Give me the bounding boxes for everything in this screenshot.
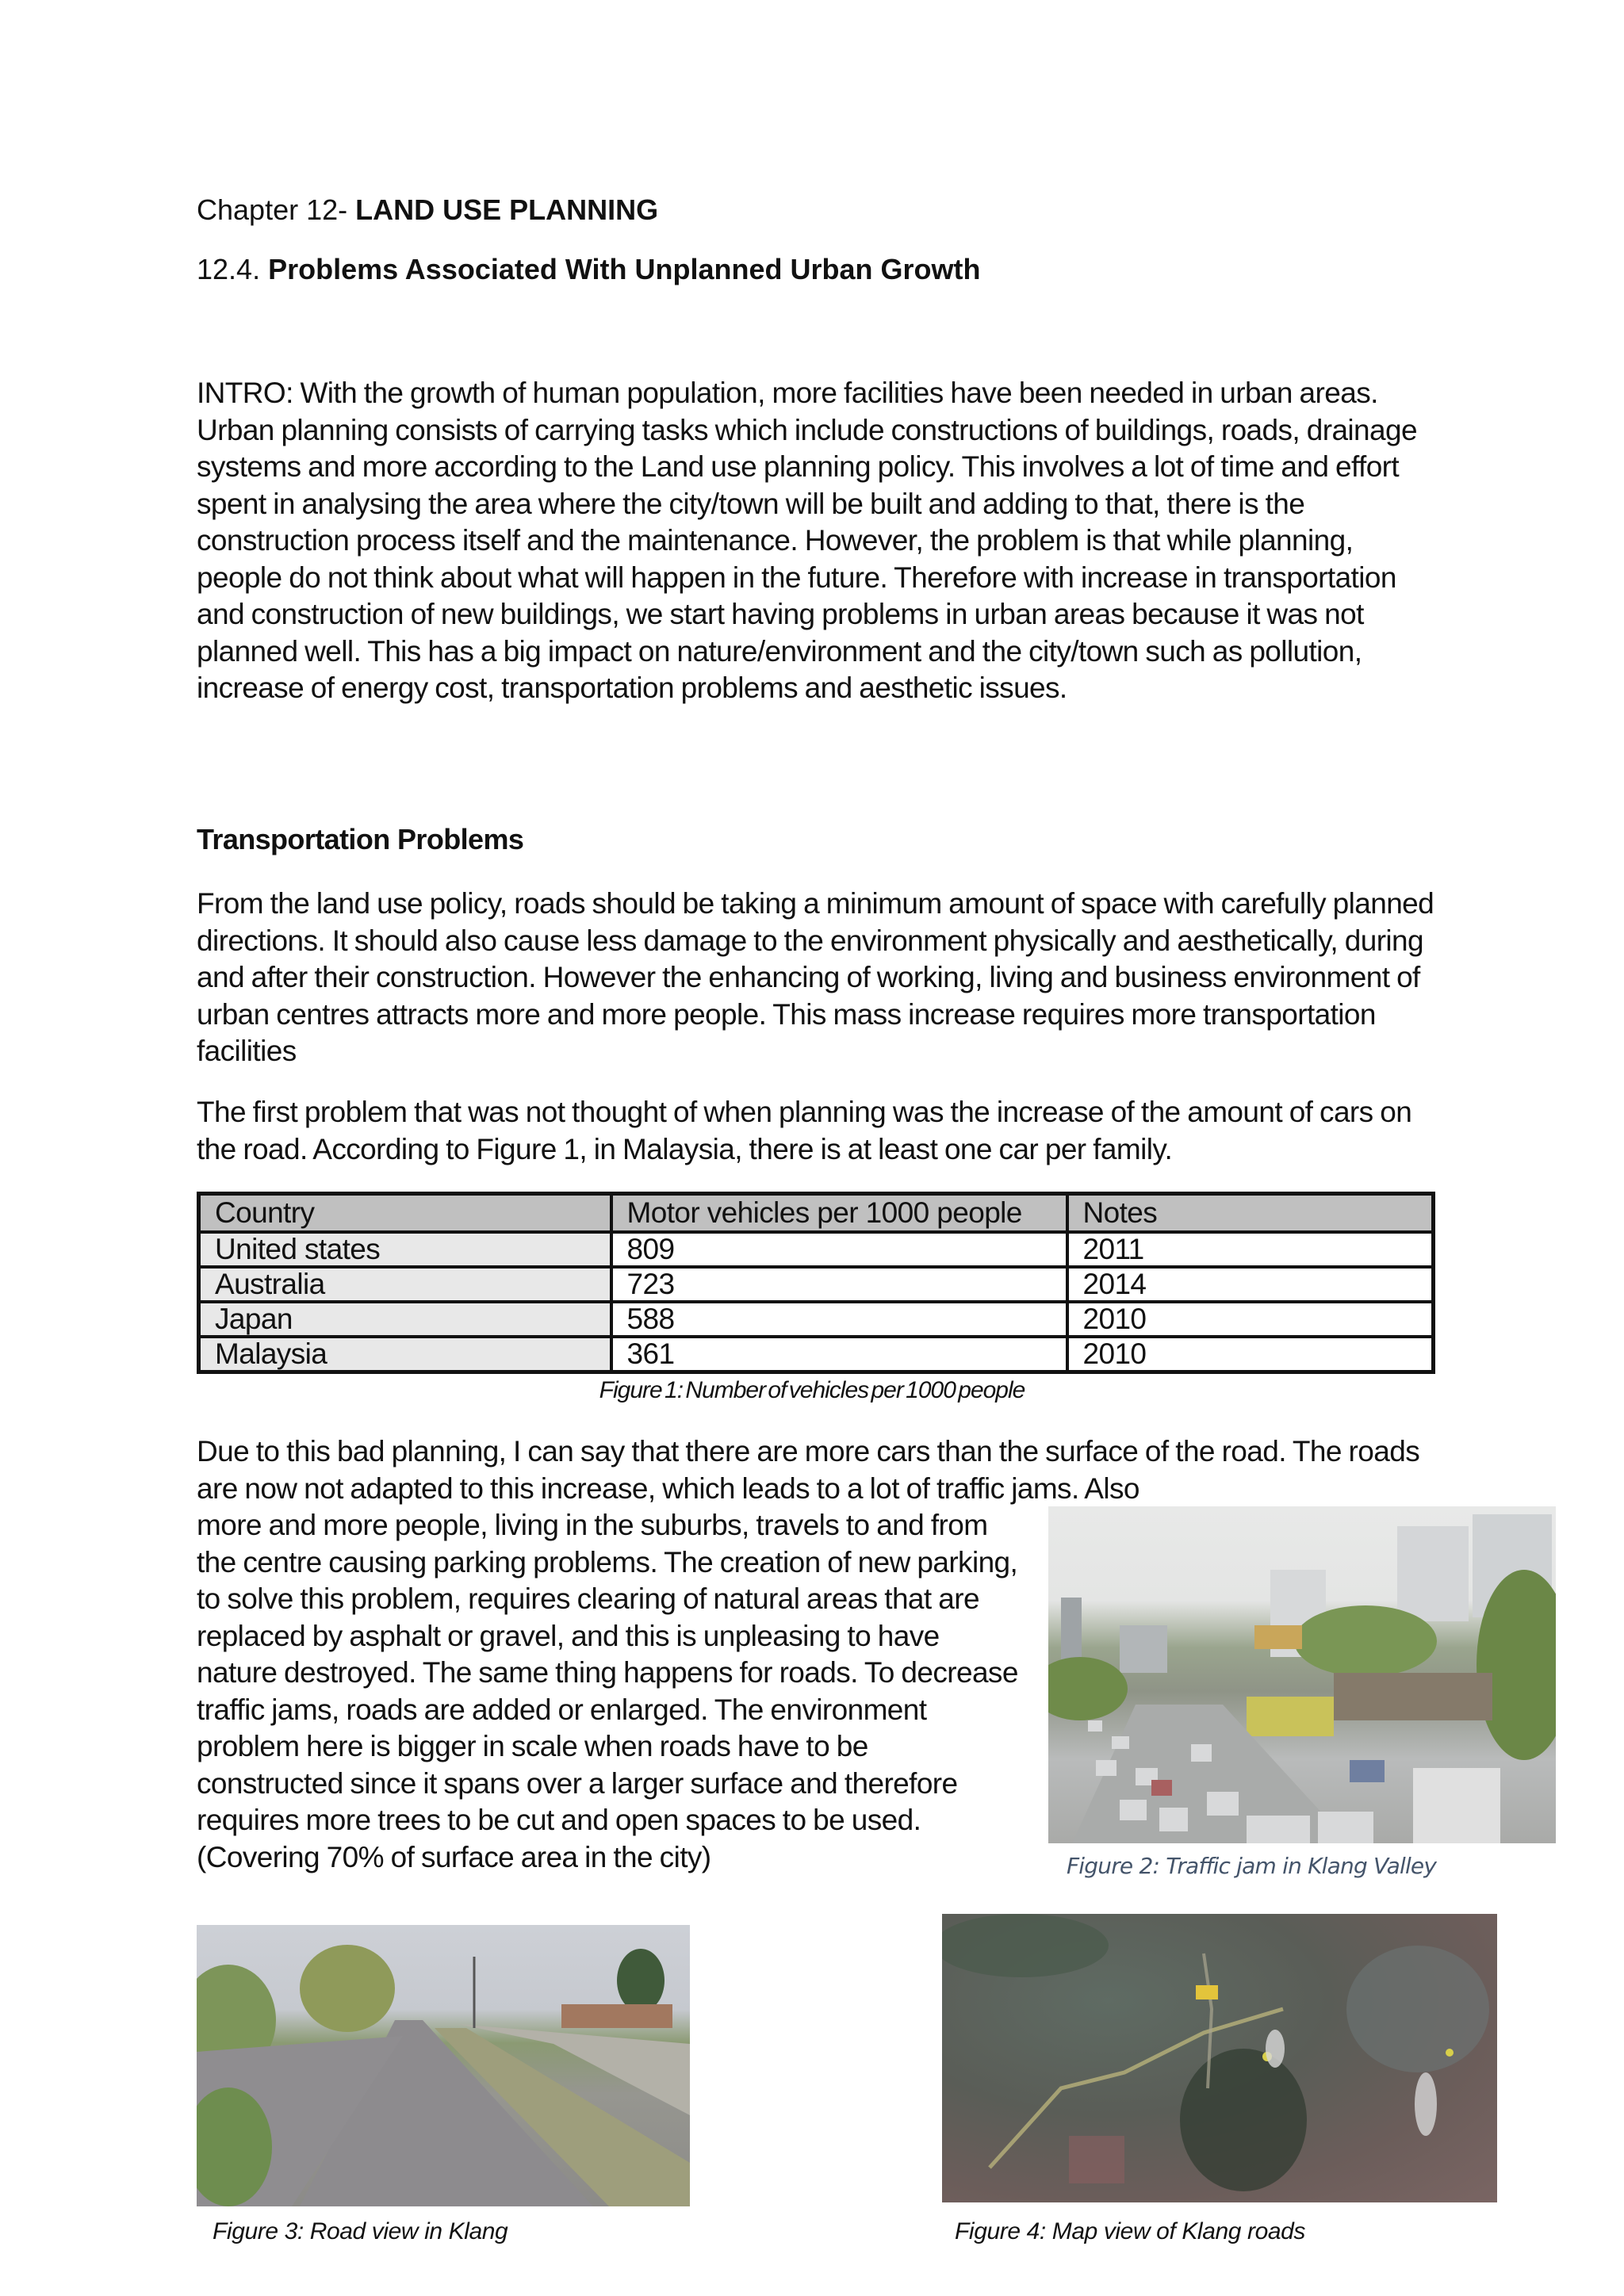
header-country: Country — [199, 1194, 611, 1233]
transportation-paragraph-2 — [197, 1094, 1434, 1168]
paragraph-text: From the land use policy, roads should be taking a minimum amount of space with carefully planned directions. It should also cause less damage to the environment physically and aesthetically, during and after their construction. However the enhancing of working, living and business environment of urban centres attracts more and more people. This mass increase requires more transportation facilities — [197, 887, 1434, 1067]
cell-vehicles: 809 — [611, 1232, 1067, 1267]
table-row — [199, 1337, 1434, 1372]
paragraph-text: more and more people, living in the suburbs, travels to and from the centre causing parking problems. The creation of new parking, to solve this problem, requires clearing of natural areas that are replaced by asphalt or gravel, and this is unpleasing to have nature destroyed. The same thing happens for roads. To decrease traffic jams, roads are added or enlarged. The environment problem here is bigger in scale when roads have to be constructed since it spans over a larger surface and therefore requires more trees to be cut and open spaces to be used. (Covering 70% of surface area in the city) — [197, 1509, 1018, 1873]
cell-vehicles: 723 — [611, 1267, 1067, 1302]
map-view-illustration — [942, 1914, 1497, 2202]
table-row — [199, 1302, 1434, 1337]
transportation-paragraph-3-wrapped — [197, 1507, 1021, 1876]
traffic-jam-photo — [1048, 1506, 1556, 1843]
road-view-illustration — [197, 1925, 690, 2206]
intro-text: INTRO: With the growth of human population, more facilities have been needed in urban areas. Urban planning consists of carrying tasks which include constructions of buildings, roads, drainage systems and more according to the Land use planning policy. This involves a lot of time and effort spent in analysing the area where the city/town will be built and adding to that, there is the construction process itself and the maintenance. However, the problem is that while planning, people do not think about what will happen in the future. Therefore with increase in transportation and construction of new buildings, we start having problems in urban areas because it was not planned well. This has a big impact on nature/environment and the city/town such as pollution, increase of energy cost, transportation problems and aesthetic issues. — [197, 377, 1417, 704]
figure-2-caption: Figure 2: Traffic jam in Klang Valley — [1067, 1853, 1437, 1879]
traffic-jam-illustration — [1048, 1506, 1556, 1843]
chapter-prefix: Chapter 12- — [197, 193, 356, 226]
intro-paragraph — [197, 375, 1434, 707]
table-row — [199, 1267, 1434, 1302]
paragraph-text: Due to this bad planning, I can say that there are more cars than the surface of the road. The roads are now not adapted to this increase, which leads to a lot of traffic jams. Also — [197, 1435, 1420, 1505]
figure-1-caption: Figure 1: Number of vehicles per 1000 people — [599, 1377, 1025, 1403]
cell-notes: 2010 — [1067, 1302, 1434, 1337]
header-vehicles: Motor vehicles per 1000 people — [611, 1194, 1067, 1233]
vehicles-table — [197, 1192, 1435, 1374]
figure-4-caption: Figure 4: Map view of Klang roads — [955, 2218, 1306, 2244]
cell-vehicles: 361 — [611, 1337, 1067, 1372]
header-notes: Notes — [1067, 1194, 1434, 1233]
cell-country: Malaysia — [199, 1337, 611, 1372]
cell-notes: 2011 — [1067, 1232, 1434, 1267]
table-header-row — [199, 1194, 1434, 1233]
section-number: 12.4. — [197, 253, 269, 285]
transportation-paragraph-3-top — [197, 1433, 1434, 1507]
table-row — [199, 1232, 1434, 1267]
cell-country: Japan — [199, 1302, 611, 1337]
cell-vehicles: 588 — [611, 1302, 1067, 1337]
paragraph-text: The first problem that was not thought of when planning was the increase of the amount of cars on the road. According to Figure 1, in Malaysia, there is at least one car per family. — [197, 1096, 1412, 1165]
section-title: Problems Associated With Unplanned Urban Growth — [268, 253, 981, 285]
cell-country: Australia — [199, 1267, 611, 1302]
section-heading — [197, 252, 981, 287]
chapter-heading — [197, 193, 658, 228]
map-view-photo — [942, 1914, 1497, 2202]
figure-3-caption: Figure 3: Road view in Klang — [213, 2218, 508, 2244]
transportation-paragraph-1 — [197, 886, 1442, 1070]
cell-notes: 2010 — [1067, 1337, 1434, 1372]
road-view-photo — [197, 1925, 690, 2206]
transportation-title: Transportation Problems — [197, 823, 524, 855]
cell-country: United states — [199, 1232, 611, 1267]
cell-notes: 2014 — [1067, 1267, 1434, 1302]
chapter-title: LAND USE PLANNING — [355, 193, 659, 226]
